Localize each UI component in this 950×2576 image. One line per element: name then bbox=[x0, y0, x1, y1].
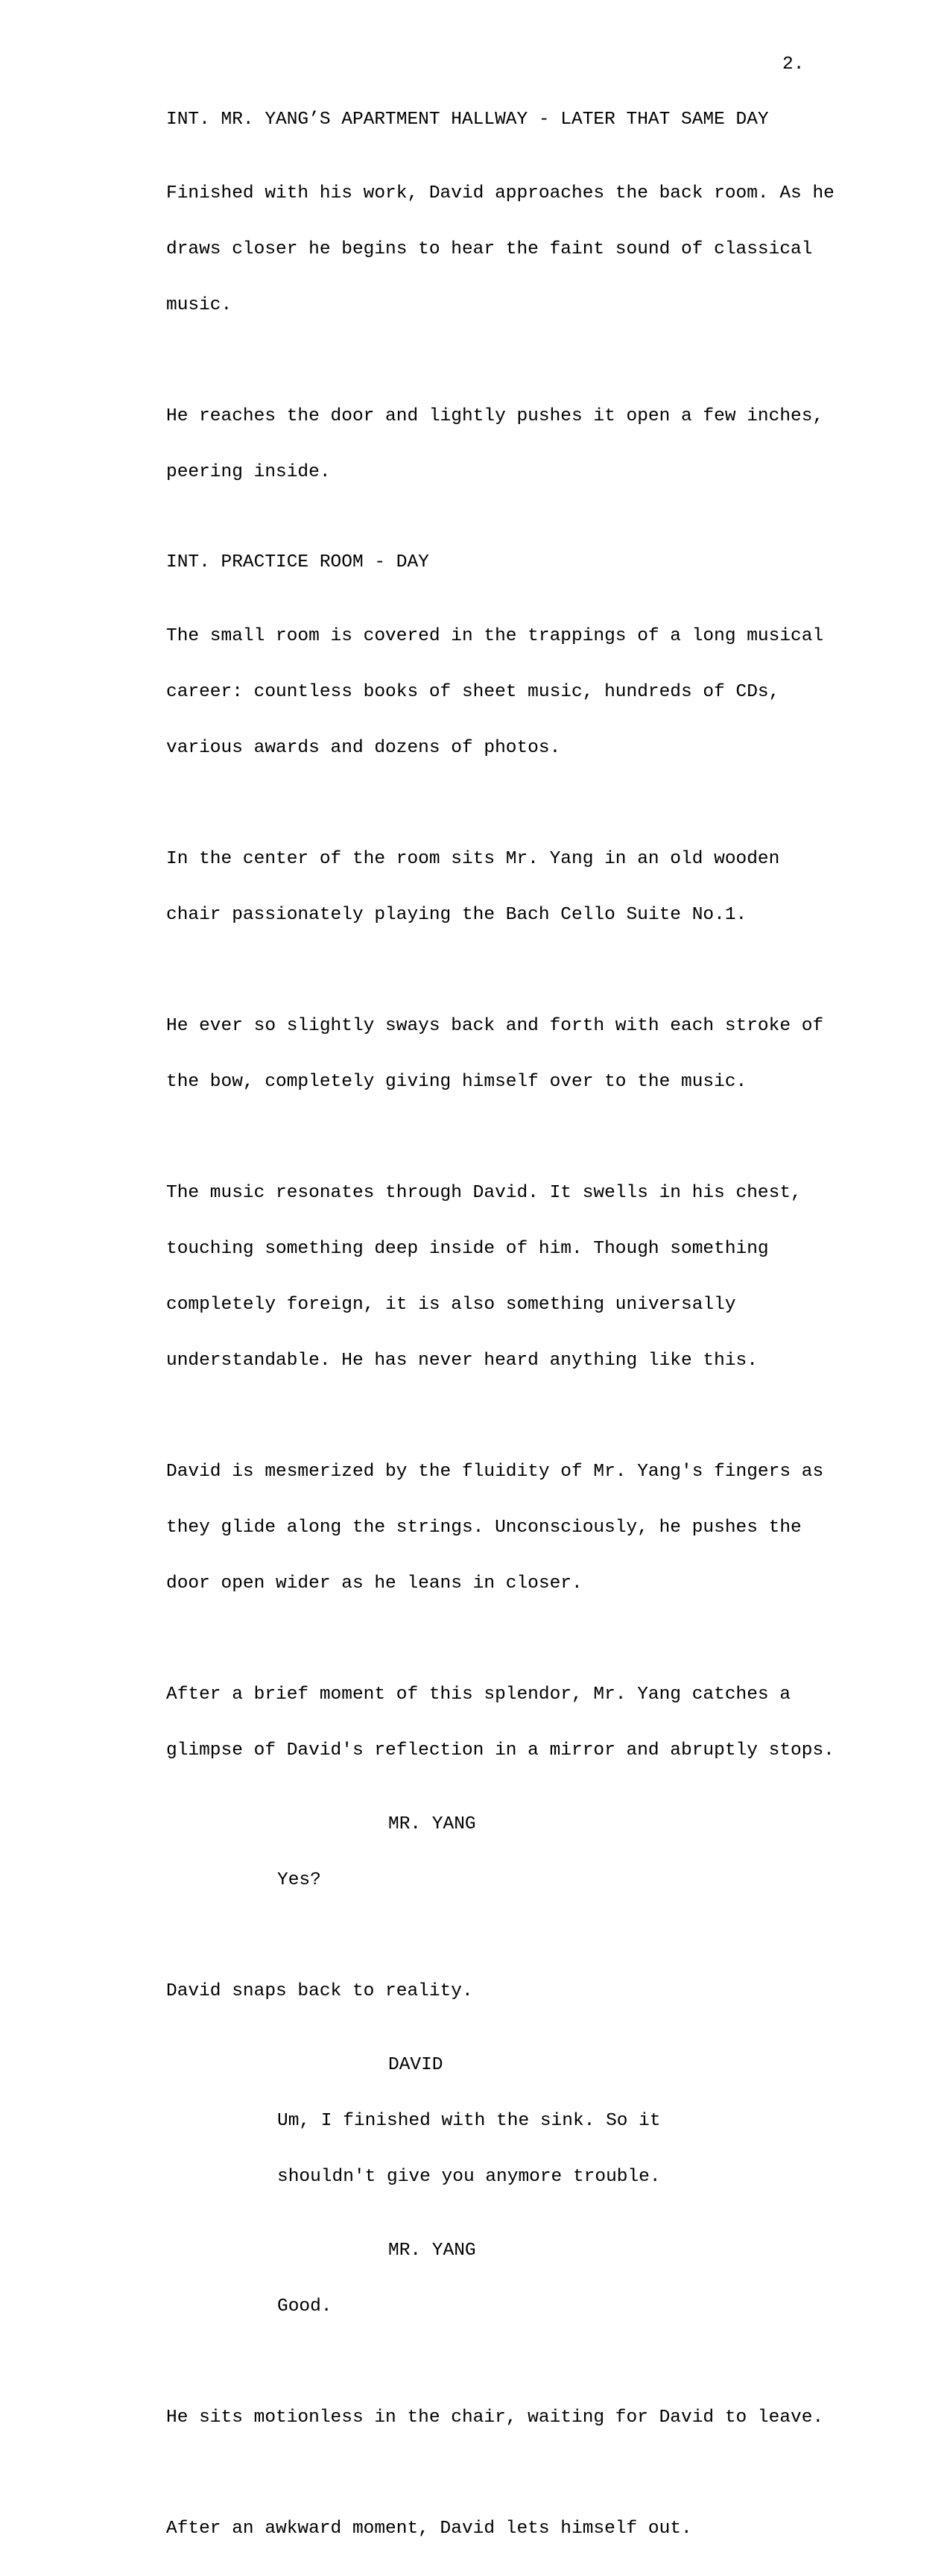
action-paragraph bbox=[166, 590, 837, 795]
dialogue-line: Good. bbox=[277, 2296, 332, 2317]
action-paragraph bbox=[166, 370, 837, 519]
screenplay-body bbox=[166, 110, 837, 2575]
action-line: He sits motionless in the chair, waiting for David to leave. bbox=[166, 2408, 824, 2428]
dialogue-line: Yes? bbox=[277, 1870, 321, 1890]
action-paragraph bbox=[166, 1425, 837, 1630]
action-paragraph bbox=[166, 1648, 837, 1797]
action-line: After a brief moment of this splendor, Mr. Yang catches a bbox=[166, 1685, 791, 1705]
action-line: In the center of the room sits Mr. Yang in an old wooden bbox=[166, 849, 780, 869]
action-line: Finished with his work, David approaches the back room. As he bbox=[166, 183, 835, 203]
dialogue bbox=[277, 2074, 837, 2223]
action-paragraph bbox=[166, 979, 837, 1128]
action-line: chair passionately playing the Bach Cello Suite No.1. bbox=[166, 905, 747, 925]
action-paragraph bbox=[166, 2482, 837, 2575]
character-name: DAVID bbox=[388, 2055, 443, 2075]
action-line: they glide along the strings. Unconsciously, he pushes the bbox=[166, 1518, 802, 1538]
scene-heading: INT. MR. YANG’S APARTMENT HALLWAY - LATER THAT SAME DAY bbox=[166, 110, 769, 130]
scene-heading: INT. PRACTICE ROOM - DAY bbox=[166, 552, 429, 572]
action-line: door open wider as he leans in closer. bbox=[166, 1573, 583, 1594]
action-line: David snaps back to reality. bbox=[166, 1981, 473, 2001]
action-line: David is mesmerized by the fluidity of Mr. Yang's fingers as bbox=[166, 1462, 824, 1482]
action-line: completely foreign, it is also something universally bbox=[166, 1295, 736, 1315]
dialogue bbox=[277, 2260, 837, 2353]
character-name: MR. YANG bbox=[388, 1814, 476, 1834]
action-line: glimpse of David's reflection in a mirror and abruptly stops. bbox=[166, 1740, 835, 1761]
action-paragraph bbox=[166, 812, 837, 962]
dialogue-line: Um, I finished with the sink. So it bbox=[277, 2111, 661, 2131]
dialogue-line: shouldn't give you anymore trouble. bbox=[277, 2167, 661, 2187]
action-line: various awards and dozens of photos. bbox=[166, 738, 561, 758]
action-line: After an awkward moment, David lets himself out. bbox=[166, 2519, 692, 2539]
action-paragraph bbox=[166, 1945, 837, 2038]
action-paragraph bbox=[166, 2371, 837, 2464]
action-line: the bow, completely giving himself over to the music. bbox=[166, 1072, 747, 1092]
action-line: He reaches the door and lightly pushes it open a few inches, bbox=[166, 406, 824, 426]
page-number: 2. bbox=[782, 54, 805, 75]
dialogue bbox=[277, 1834, 837, 1927]
action-line: draws closer he begins to hear the faint sound of classical bbox=[166, 239, 813, 259]
action-line: touching something deep inside of him. Though something bbox=[166, 1239, 769, 1259]
character-name: MR. YANG bbox=[388, 2241, 476, 2261]
action-paragraph bbox=[166, 1146, 837, 1407]
action-line: He ever so slightly sways back and forth with each stroke of bbox=[166, 1016, 824, 1036]
action-line: The music resonates through David. It swells in his chest, bbox=[166, 1183, 802, 1203]
action-line: understandable. He has never heard anything like this. bbox=[166, 1351, 758, 1371]
action-line: The small room is covered in the trappings of a long musical bbox=[166, 626, 824, 646]
action-paragraph bbox=[166, 147, 837, 352]
action-line: career: countless books of sheet music, hundreds of CDs, bbox=[166, 682, 780, 702]
action-line: peering inside. bbox=[166, 462, 331, 482]
action-line: music. bbox=[166, 295, 232, 315]
